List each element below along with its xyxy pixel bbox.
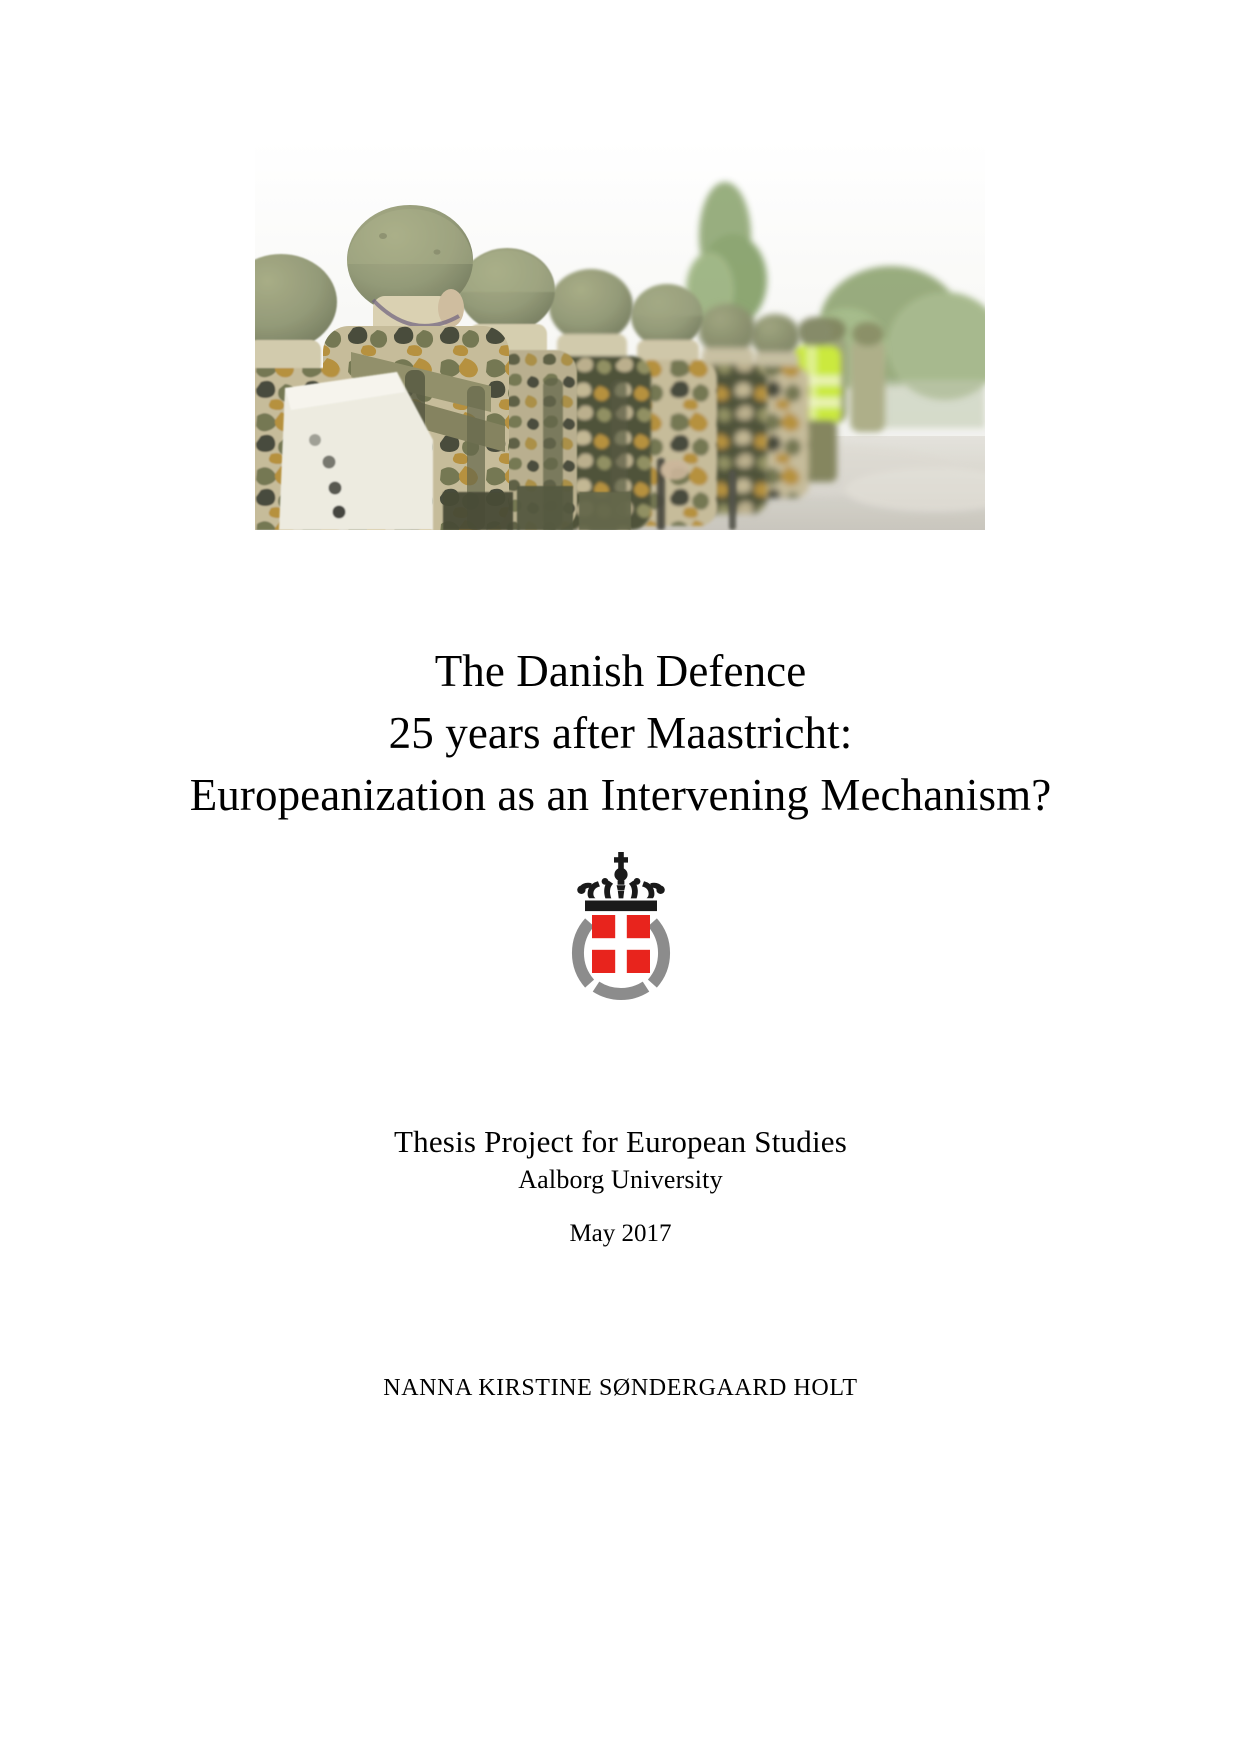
royal-crown-icon [577,852,665,911]
cover-photo-artwork [255,140,985,530]
institution-block [0,1122,1241,1198]
emblem-container [0,850,1241,1015]
university-name: Aalborg University [518,1165,723,1194]
dannebrog-cross [592,915,650,973]
soldiers-in-formation-photo [255,140,985,530]
thesis-title [0,640,1241,826]
author-name: NANNA KIRSTINE SØNDERGAARD HOLT [383,1375,858,1401]
date-block [0,1217,1241,1251]
author-block [0,1372,1241,1404]
title-line-3: Europeanization as an Intervening Mechanism? [189,770,1052,820]
program-name: Thesis Project for European Studies [394,1124,847,1159]
danish-defence-coat-of-arms-icon [546,850,696,1015]
submission-date: May 2017 [569,1220,672,1247]
title-line-2: 25 years after Maastricht: [388,708,853,758]
title-line-1: The Danish Defence [434,646,807,696]
